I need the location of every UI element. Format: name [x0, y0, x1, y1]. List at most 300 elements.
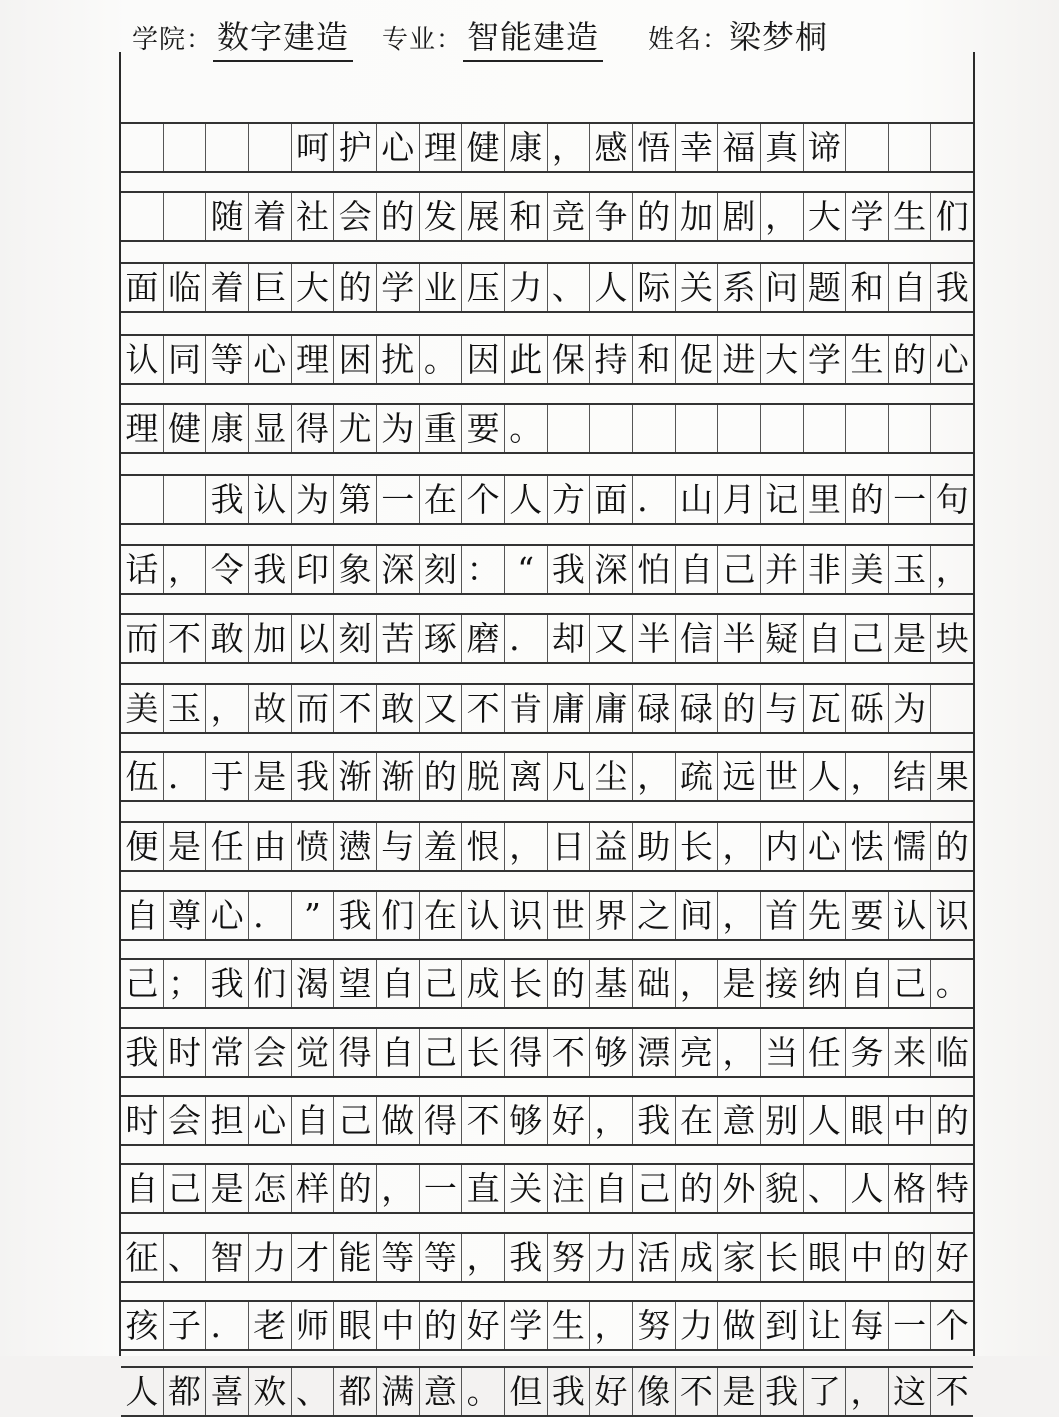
- grid-cell: 一: [889, 1302, 932, 1349]
- grid-cell: 们: [935, 197, 969, 236]
- grid-cell: 生: [548, 1302, 591, 1349]
- grid-cell: 格: [889, 1165, 932, 1212]
- grid-cell: 是: [718, 960, 761, 1007]
- grid-cell: 象: [334, 546, 377, 593]
- grid-cell: 敢: [206, 615, 249, 662]
- grid-cell: 月: [718, 476, 761, 523]
- grid-cell: 好: [462, 1302, 505, 1349]
- grid-cell: 个: [462, 476, 505, 523]
- grid-cell: 在: [420, 476, 463, 523]
- grid-cell: 会: [249, 1029, 292, 1076]
- grid-cell: 方: [548, 476, 591, 523]
- grid-cell: 我: [206, 476, 249, 523]
- grid-cell: 的: [676, 1165, 719, 1212]
- grid-cell: 会: [334, 193, 377, 240]
- grid-cell: 时: [121, 1097, 164, 1144]
- grid-cell: 得: [420, 1097, 463, 1144]
- grid-cell: 此: [505, 336, 548, 383]
- grid-cell: 会: [164, 1097, 207, 1144]
- grid-cell: 和: [633, 336, 676, 383]
- grid-cell: 自: [590, 1165, 633, 1212]
- grid-cell: 不: [548, 1029, 591, 1076]
- grid-cell: [846, 124, 889, 171]
- grid-cell: 够: [505, 1097, 548, 1144]
- grid-cell: 便: [121, 823, 164, 870]
- grid-cell: “: [505, 546, 548, 593]
- grid-cell: 力: [590, 1234, 633, 1281]
- name-label: 姓名：: [648, 25, 730, 55]
- grid-cell: 的: [633, 193, 676, 240]
- grid-cell: 碌: [633, 685, 676, 732]
- grid-cell: 离: [505, 753, 548, 800]
- grid-cell: 直: [462, 1165, 505, 1212]
- grid-cell: 长: [505, 960, 548, 1007]
- grid-cell: ，: [846, 753, 889, 800]
- grid-cell: 是: [718, 1368, 761, 1415]
- grid-cell: 像: [633, 1368, 676, 1415]
- grid-cell: 果: [935, 757, 969, 796]
- grid-cell: 脱: [462, 753, 505, 800]
- grid-cell: 怎: [249, 1165, 292, 1212]
- grid-cell: ，: [718, 1029, 761, 1076]
- grid-cell: 己: [420, 1029, 463, 1076]
- grid-cell: 与: [377, 823, 420, 870]
- grid-cell: 漂: [633, 1029, 676, 1076]
- grid-cell: 成: [462, 960, 505, 1007]
- grid-cell: 大: [804, 193, 847, 240]
- grid-cell: 眼: [804, 1234, 847, 1281]
- grid-cell: 我: [935, 268, 969, 307]
- grid-cell: 让: [804, 1302, 847, 1349]
- grid-cell: 同: [164, 336, 207, 383]
- grid-cell: 自: [676, 546, 719, 593]
- grid-cell: 我: [505, 1234, 548, 1281]
- grid-cell: [590, 405, 633, 452]
- grid-cell: 己: [889, 960, 932, 1007]
- grid-cell: 瓦: [804, 685, 847, 732]
- grid-cell: 保: [548, 336, 591, 383]
- grid-cell: 努: [548, 1234, 591, 1281]
- grid-cell: 不: [334, 685, 377, 732]
- grid-cell: 发: [420, 193, 463, 240]
- grid-cell: 康: [505, 124, 548, 171]
- grid-cell: 喜: [206, 1368, 249, 1415]
- grid-cell: ，: [761, 193, 804, 240]
- grid-cell: ”: [292, 892, 335, 939]
- grid-cell: [249, 124, 292, 171]
- grid-cell: 了: [804, 1368, 847, 1415]
- grid-cell: ，: [633, 753, 676, 800]
- grid-cell: [931, 124, 973, 171]
- grid-cell: 题: [804, 264, 847, 311]
- grid-cell: 于: [206, 753, 249, 800]
- grid-cell: 才: [292, 1234, 335, 1281]
- grid-cell: 并: [761, 546, 804, 593]
- grid-cell: 特: [935, 1169, 969, 1208]
- grid-cell: 懦: [889, 823, 932, 870]
- grid-row: [121, 122, 973, 173]
- grid-cell: 记: [761, 476, 804, 523]
- grid-cell: 意: [718, 1097, 761, 1144]
- grid-cell: 活: [633, 1234, 676, 1281]
- grid-row: [121, 403, 973, 454]
- grid-row: [121, 890, 973, 941]
- grid-cell: 任: [804, 1029, 847, 1076]
- grid-cell: 感: [590, 124, 633, 171]
- grid-cell: 展: [462, 193, 505, 240]
- grid-cell: 的: [377, 193, 420, 240]
- grid-cell: 征: [121, 1234, 164, 1281]
- grid-cell: 刻: [334, 615, 377, 662]
- grid-cell: 疑: [761, 615, 804, 662]
- grid-cell: 系: [718, 264, 761, 311]
- grid-cell: 时: [164, 1029, 207, 1076]
- grid-cell: 故: [249, 685, 292, 732]
- grid-cell: 的: [718, 685, 761, 732]
- grid-cell: 们: [377, 892, 420, 939]
- grid-cell: 的: [420, 1302, 463, 1349]
- grid-cell: 远: [718, 753, 761, 800]
- grid-cell: 学: [377, 264, 420, 311]
- grid-cell: 够: [590, 1029, 633, 1076]
- grid-cell: ．: [249, 892, 292, 939]
- grid-cell: 自: [292, 1097, 335, 1144]
- grid-cell: 我: [761, 1368, 804, 1415]
- grid-cell: [804, 405, 847, 452]
- grid-cell: 、: [164, 1234, 207, 1281]
- grid-cell: 自: [804, 615, 847, 662]
- student-info-header: [0, 6, 1059, 56]
- grid-cell: 临: [164, 264, 207, 311]
- grid-cell: 间: [676, 892, 719, 939]
- grid-row: [121, 1366, 973, 1417]
- grid-cell: ，: [718, 892, 761, 939]
- major-label: 专业：: [382, 25, 464, 55]
- grid-cell: 而: [121, 615, 164, 662]
- grid-cell: 不: [462, 1097, 505, 1144]
- grid-cell: 是: [164, 823, 207, 870]
- grid-cell: ，: [676, 960, 719, 1007]
- grid-cell: 我: [206, 960, 249, 1007]
- grid-cell: 护: [334, 124, 377, 171]
- grid-cell: 凡: [548, 753, 591, 800]
- grid-cell: 却: [548, 615, 591, 662]
- grid-cell: 不: [676, 1368, 719, 1415]
- grid-cell: 成: [676, 1234, 719, 1281]
- grid-cell: 康: [206, 405, 249, 452]
- grid-cell: 我: [334, 892, 377, 939]
- grid-cell: 因: [462, 336, 505, 383]
- grid-cell: 加: [676, 193, 719, 240]
- college-label: 学院：: [132, 25, 214, 55]
- grid-cell: 业: [420, 264, 463, 311]
- grid-cell: 欢: [249, 1368, 292, 1415]
- grid-cell: 己: [846, 615, 889, 662]
- grid-cell: 健: [164, 405, 207, 452]
- grid-cell: 识: [935, 896, 969, 935]
- writing-grid: [119, 52, 975, 1411]
- grid-cell: 人: [804, 1097, 847, 1144]
- grid-cell: 之: [633, 892, 676, 939]
- grid-cell: 与: [761, 685, 804, 732]
- grid-cell: 尤: [334, 405, 377, 452]
- grid-cell: 的: [889, 1234, 932, 1281]
- grid-cell: [164, 124, 207, 171]
- grid-cell: 关: [676, 264, 719, 311]
- grid-cell: 来: [889, 1029, 932, 1076]
- grid-cell: 己: [164, 1165, 207, 1212]
- grid-cell: 力: [505, 264, 548, 311]
- grid-cell: ，: [377, 1165, 420, 1212]
- grid-cell: 的: [846, 476, 889, 523]
- grid-row: [121, 1027, 973, 1078]
- grid-cell: 山: [676, 476, 719, 523]
- grid-cell: ；: [164, 960, 207, 1007]
- grid-cell: 一: [420, 1165, 463, 1212]
- grid-cell: 美: [121, 685, 164, 732]
- grid-cell: 理: [420, 124, 463, 171]
- grid-cell: 真: [761, 124, 804, 171]
- grid-cell: 孩: [121, 1302, 164, 1349]
- grid-cell: 我: [633, 1097, 676, 1144]
- grid-cell: 里: [804, 476, 847, 523]
- grid-cell: 智: [206, 1234, 249, 1281]
- grid-cell: 社: [292, 193, 335, 240]
- grid-cell: 困: [334, 336, 377, 383]
- grid-cell: 己: [718, 546, 761, 593]
- grid-cell: ，: [462, 1234, 505, 1281]
- grid-cell: 。: [935, 964, 969, 1003]
- grid-cell: 非: [804, 546, 847, 593]
- grid-cell: 长: [462, 1029, 505, 1076]
- grid-cell: 样: [292, 1165, 335, 1212]
- grid-cell: 呵: [292, 124, 335, 171]
- grid-cell: 谛: [804, 124, 847, 171]
- grid-cell: 老: [249, 1302, 292, 1349]
- grid-cell: 认: [121, 336, 164, 383]
- grid-cell: 庸: [548, 685, 591, 732]
- major-value: 智能建造: [463, 12, 603, 62]
- grid-cell: ，: [590, 1302, 633, 1349]
- grid-cell: 首: [761, 892, 804, 939]
- grid-cell: 觉: [292, 1029, 335, 1076]
- grid-cell: 砾: [846, 685, 889, 732]
- grid-cell: ，: [718, 823, 761, 870]
- grid-cell: 学: [846, 193, 889, 240]
- grid-cell: 刻: [420, 546, 463, 593]
- grid-row: [121, 191, 973, 242]
- grid-cell: 满: [377, 1368, 420, 1415]
- grid-cell: [206, 124, 249, 171]
- grid-cell: 己: [633, 1165, 676, 1212]
- grid-cell: 不: [164, 615, 207, 662]
- grid-cell: 但: [505, 1368, 548, 1415]
- grid-cell: 结: [889, 753, 932, 800]
- grid-cell: 的: [420, 753, 463, 800]
- grid-cell: 师: [292, 1302, 335, 1349]
- grid-cell: [761, 405, 804, 452]
- grid-cell: 压: [462, 264, 505, 311]
- grid-cell: 问: [761, 264, 804, 311]
- grid-cell: ，: [206, 685, 249, 732]
- grid-cell: [889, 124, 932, 171]
- grid-cell: 渐: [377, 753, 420, 800]
- grid-cell: 而: [292, 685, 335, 732]
- grid-cell: 、: [804, 1165, 847, 1212]
- grid-row: [121, 334, 973, 385]
- grid-cell: 当: [761, 1029, 804, 1076]
- grid-row: [121, 544, 973, 595]
- grid-cell: 自: [377, 1029, 420, 1076]
- grid-cell: ．: [505, 615, 548, 662]
- grid-cell: 为: [292, 476, 335, 523]
- grid-cell: 的: [935, 1101, 969, 1140]
- grid-cell: 加: [249, 615, 292, 662]
- grid-cell: 我: [548, 546, 591, 593]
- grid-cell: 玉: [164, 685, 207, 732]
- grid-cell: 为: [377, 405, 420, 452]
- grid-cell: 由: [249, 823, 292, 870]
- grid-cell: 以: [292, 615, 335, 662]
- grid-cell: 界: [590, 892, 633, 939]
- grid-cell: 意: [420, 1368, 463, 1415]
- grid-cell: [846, 405, 889, 452]
- grid-cell: 任: [206, 823, 249, 870]
- grid-cell: 子: [164, 1302, 207, 1349]
- grid-cell: 进: [718, 336, 761, 383]
- grid-cell: 做: [718, 1302, 761, 1349]
- grid-cell: 和: [505, 193, 548, 240]
- grid-cell: [121, 193, 164, 240]
- grid-cell: 内: [761, 823, 804, 870]
- grid-cell: 尘: [590, 753, 633, 800]
- grid-cell: 是: [206, 1165, 249, 1212]
- grid-cell: 。: [505, 405, 548, 452]
- grid-cell: 的: [889, 336, 932, 383]
- grid-cell: 心: [206, 892, 249, 939]
- grid-cell: 的: [935, 827, 969, 866]
- grid-cell: 理: [292, 336, 335, 383]
- grid-cell: ，: [590, 1097, 633, 1144]
- grid-cell: 不: [462, 685, 505, 732]
- grid-cell: 一: [377, 476, 420, 523]
- grid-cell: 争: [590, 193, 633, 240]
- grid-cell: 大: [761, 336, 804, 383]
- grid-cell: 人: [121, 1368, 164, 1415]
- grid-cell: 等: [377, 1234, 420, 1281]
- grid-cell: 己: [420, 960, 463, 1007]
- grid-cell: 一: [889, 476, 932, 523]
- grid-cell: 注: [548, 1165, 591, 1212]
- grid-cell: 心: [249, 336, 292, 383]
- grid-cell: [633, 405, 676, 452]
- name-value: 梁梦桐: [729, 18, 829, 56]
- grid-cell: 。: [420, 336, 463, 383]
- grid-cell: 怕: [633, 546, 676, 593]
- grid-cell: 己: [121, 960, 164, 1007]
- grid-cell: 琢: [420, 615, 463, 662]
- grid-cell: 纳: [804, 960, 847, 1007]
- grid-cell: 在: [420, 892, 463, 939]
- grid-cell: 担: [206, 1097, 249, 1144]
- grid-cell: ，: [505, 823, 548, 870]
- grid-cell: 自: [377, 960, 420, 1007]
- grid-cell: 己: [334, 1097, 377, 1144]
- grid-cell: 心: [804, 823, 847, 870]
- grid-cell: 福: [718, 124, 761, 171]
- grid-cell: 句: [935, 480, 969, 519]
- grid-cell: 随: [206, 193, 249, 240]
- grid-cell: 础: [633, 960, 676, 1007]
- grid-cell: 悟: [633, 124, 676, 171]
- grid-row: [121, 1095, 973, 1146]
- grid-cell: 、: [292, 1368, 335, 1415]
- grid-cell: 自: [121, 892, 164, 939]
- grid-cell: 理: [121, 405, 164, 452]
- grid-cell: 面: [590, 476, 633, 523]
- grid-cell: 深: [590, 546, 633, 593]
- grid-cell: 中: [846, 1234, 889, 1281]
- grid-cell: 得: [505, 1029, 548, 1076]
- grid-cell: 渴: [292, 960, 335, 1007]
- grid-cell: 要: [462, 405, 505, 452]
- grid-cell: 伍: [121, 753, 164, 800]
- grid-cell: 人: [804, 753, 847, 800]
- grid-cell: 中: [889, 1097, 932, 1144]
- grid-cell: 个: [935, 1306, 969, 1345]
- grid-cell: 大: [292, 264, 335, 311]
- grid-cell: [931, 685, 973, 732]
- grid-cell: 都: [164, 1368, 207, 1415]
- grid-cell: 们: [249, 960, 292, 1007]
- grid-cell: 每: [846, 1302, 889, 1349]
- grid-cell: 显: [249, 405, 292, 452]
- grid-cell: 的: [548, 960, 591, 1007]
- grid-cell: 印: [292, 546, 335, 593]
- grid-cell: 面: [121, 264, 164, 311]
- grid-row: [121, 474, 973, 525]
- grid-cell: 长: [676, 823, 719, 870]
- grid-row: [121, 821, 973, 872]
- grid-cell: 渐: [334, 753, 377, 800]
- grid-cell: 扰: [377, 336, 420, 383]
- grid-cell: 碌: [676, 685, 719, 732]
- grid-cell: 心: [377, 124, 420, 171]
- grid-cell: 认: [462, 892, 505, 939]
- grid-cell: 际: [633, 264, 676, 311]
- grid-cell: 这: [889, 1368, 932, 1415]
- grid-cell: 促: [676, 336, 719, 383]
- grid-cell: 块: [935, 619, 969, 658]
- grid-row: [121, 262, 973, 313]
- grid-cell: 自: [889, 264, 932, 311]
- grid-cell: 世: [548, 892, 591, 939]
- grid-cell: 要: [846, 892, 889, 939]
- grid-cell: 庸: [590, 685, 633, 732]
- grid-row: [121, 751, 973, 802]
- grid-cell: [931, 405, 973, 452]
- grid-cell: [676, 405, 719, 452]
- grid-cell: ，: [548, 124, 591, 171]
- grid-cell: 日: [548, 823, 591, 870]
- grid-row: [121, 958, 973, 1009]
- grid-cell: 常: [206, 1029, 249, 1076]
- grid-cell: 人: [505, 476, 548, 523]
- grid-cell: 半: [718, 615, 761, 662]
- grid-cell: 都: [334, 1368, 377, 1415]
- grid-cell: 世: [761, 753, 804, 800]
- grid-cell: 益: [590, 823, 633, 870]
